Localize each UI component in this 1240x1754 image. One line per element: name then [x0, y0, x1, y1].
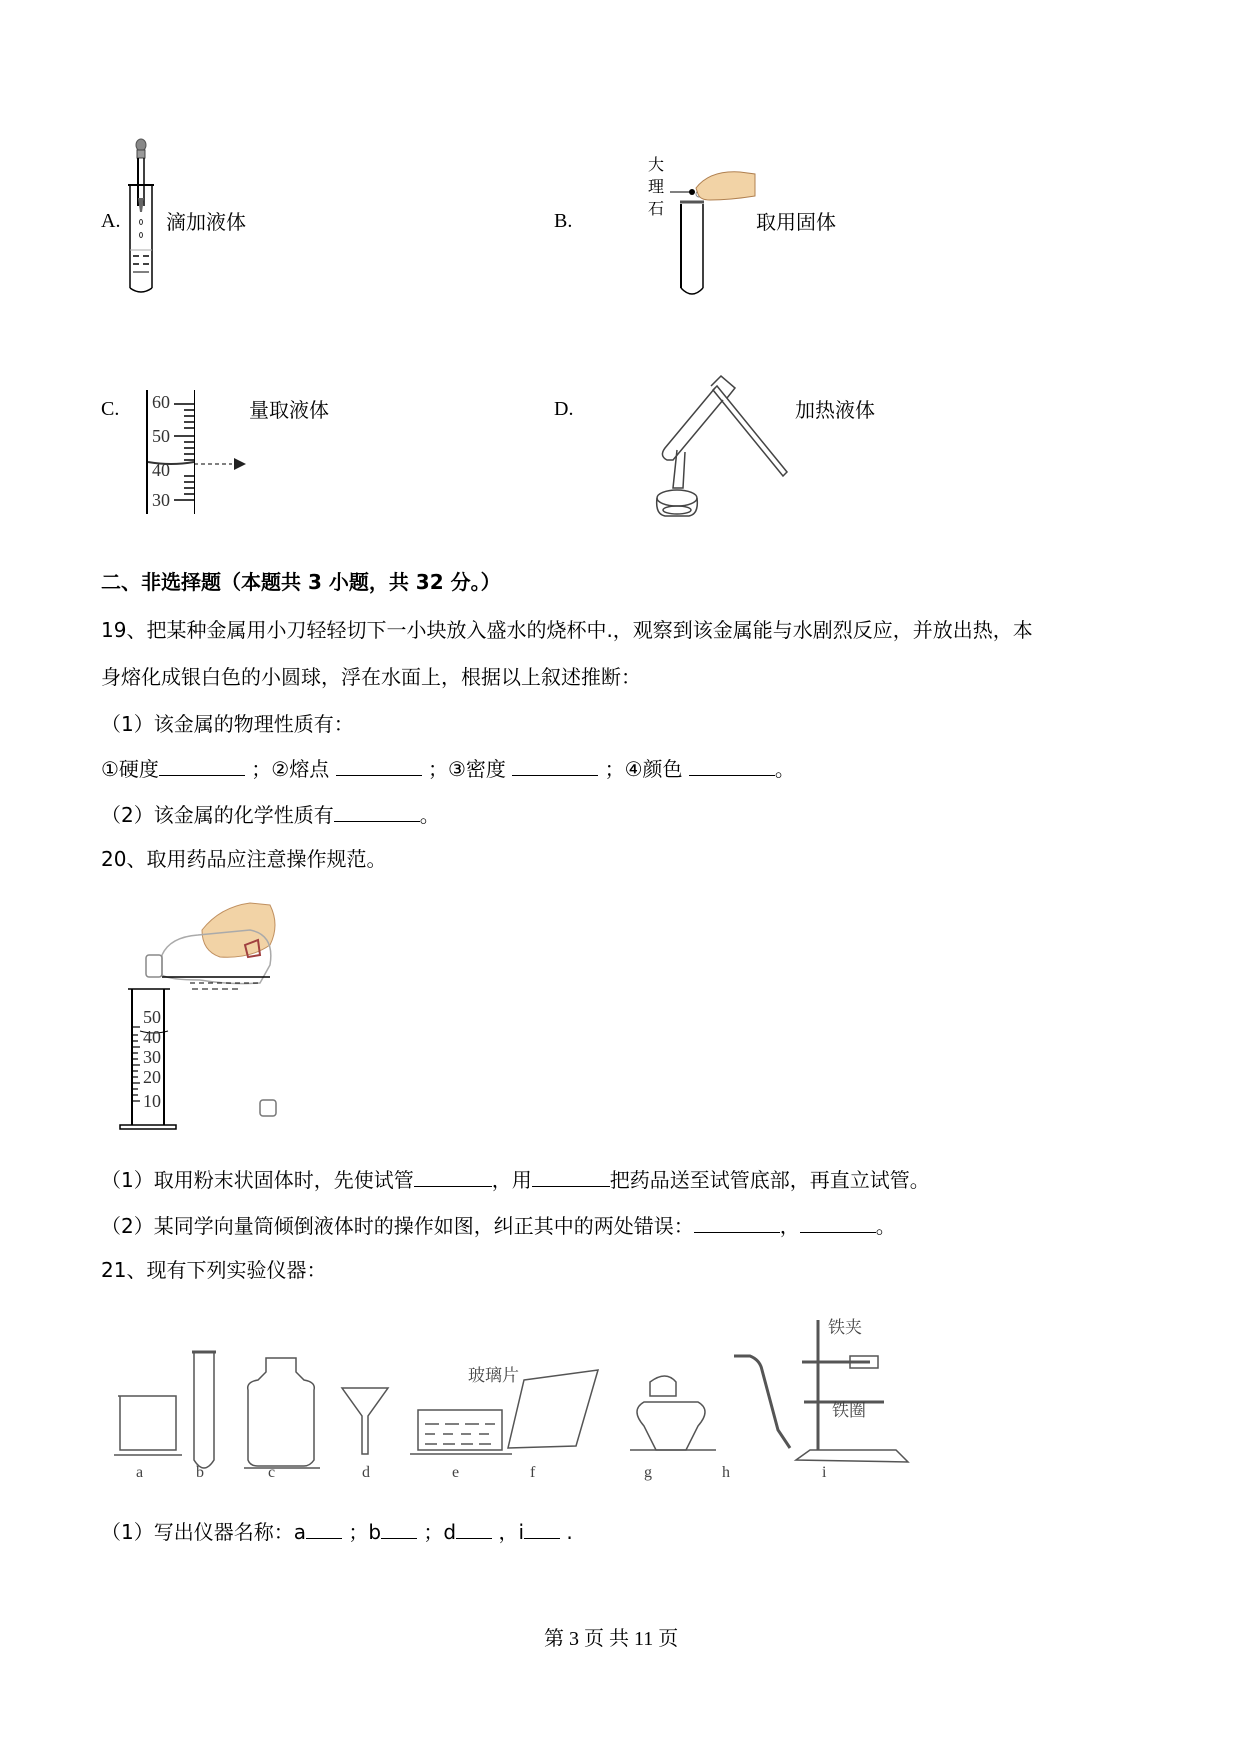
- option-a-letter: A.: [101, 210, 121, 232]
- pouring-liquid-figure: [110, 885, 290, 1130]
- q20-stem: 20、取用药品应注意操作规范。: [101, 847, 387, 871]
- option-b-label: 取用固体: [756, 210, 836, 234]
- q19-stem-line1: 19、把某种金属用小刀轻轻切下一小块放入盛水的烧杯中.，观察到该金属能与水剧烈反应，并放出热，本: [101, 618, 1033, 642]
- eye-icon: [234, 458, 246, 470]
- density-blank[interactable]: [512, 757, 598, 776]
- q20-sub2: （2）某同学向量筒倾倒液体时的操作如图，纠正其中的两处错误： ， 。: [101, 1214, 896, 1238]
- alcohol-lamp-icon: [650, 1376, 676, 1396]
- hardness-blank[interactable]: [159, 757, 245, 776]
- test-tube-marble-figure: [660, 160, 760, 300]
- cylinder-scale-labels: 50 40 30 20 10: [143, 1007, 161, 1111]
- instrument-b-blank[interactable]: [381, 1520, 417, 1539]
- tube-position-blank[interactable]: [414, 1168, 492, 1187]
- glass-plate-label: 玻璃片: [468, 1366, 519, 1386]
- color-blank[interactable]: [689, 757, 775, 776]
- instrument-a-blank[interactable]: [306, 1520, 342, 1539]
- q21-sub1: （1）写出仪器名称：a ；b ；d ，i .: [101, 1520, 573, 1544]
- dropper-test-tube-figure: [125, 138, 165, 294]
- melting-point-blank[interactable]: [336, 757, 422, 776]
- glass-tube-icon: [734, 1356, 790, 1448]
- q20-sub1: （1）取用粉末状固体时，先使试管 ，用 把药品送至试管底部，再直立试管。: [101, 1168, 930, 1192]
- q19-properties-line: ①硬度 ；②熔点 ；③密度 ；④颜色 。: [101, 757, 795, 781]
- option-d-label: 加热液体: [795, 398, 875, 422]
- graduated-cylinder-scale: 60 50 40 30: [146, 390, 196, 514]
- instrument-i-blank[interactable]: [524, 1520, 560, 1539]
- error2-blank[interactable]: [800, 1214, 876, 1233]
- option-c-label: 量取液体: [249, 398, 329, 422]
- instrument-d-blank[interactable]: [456, 1520, 492, 1539]
- section-title: 二、非选择题（本题共 3 小题，共 32 分。）: [101, 570, 501, 594]
- heating-test-tube-figure: [645, 368, 805, 518]
- tool-blank[interactable]: [532, 1168, 610, 1187]
- iron-ring-label: 铁圈: [832, 1401, 866, 1421]
- error1-blank[interactable]: [694, 1214, 780, 1233]
- bottle-stopper-icon: [260, 1100, 276, 1116]
- option-b-letter: B.: [554, 210, 573, 232]
- beaker-icon: [118, 1396, 176, 1450]
- q19-sub1: （1）该金属的物理性质有：: [101, 712, 354, 736]
- option-a-label: 滴加液体: [166, 210, 246, 234]
- q21-stem: 21、现有下列实验仪器：: [101, 1258, 327, 1282]
- test-tube-icon: [194, 1352, 214, 1468]
- funnel-icon: [342, 1388, 388, 1454]
- iron-clamp-label: 铁夹: [828, 1318, 862, 1338]
- chemical-property-blank[interactable]: [334, 803, 420, 822]
- q19-sub2: （2）该金属的化学性质有 。: [101, 803, 440, 827]
- option-c-letter: C.: [101, 398, 120, 420]
- wide-mouth-bottle-icon: [248, 1358, 315, 1466]
- marble-label: 大 理 石: [648, 155, 665, 218]
- page-number: 第 3 页 共 11 页: [544, 1628, 679, 1650]
- q19-stem-line2: 身熔化成银白色的小圆球，浮在水面上，根据以上叙述推断：: [101, 665, 641, 689]
- option-d-letter: D.: [554, 398, 574, 420]
- glass-plate-icon: [508, 1370, 598, 1448]
